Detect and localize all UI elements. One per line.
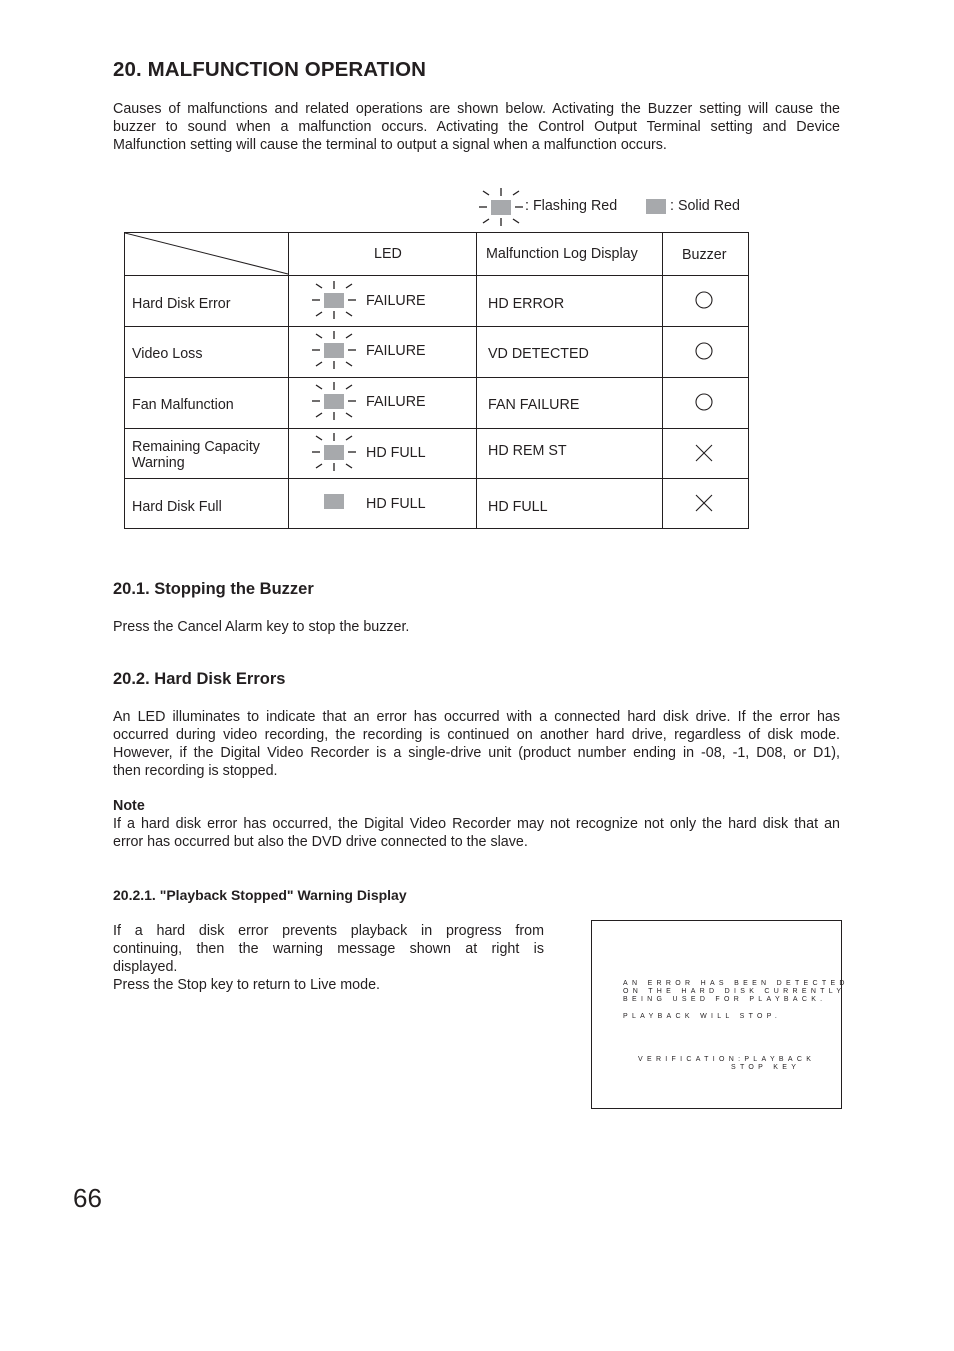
log-text: FAN FAILURE [488,397,580,413]
intro-paragraph [113,100,840,154]
flashing-led-icon [311,329,357,371]
flashing-led-icon [478,186,524,228]
header-led: LED [374,246,402,262]
flashing-led-icon [311,431,357,473]
intro-line: Causes of malfunctions and related operations are shown below. Activating the Buzzer setting will cause the [113,101,840,117]
screen-line: VERIFICATION:PLAYBACK [638,1056,816,1063]
paragraph-line: However, if the Digital Video Recorder is a single-drive unit (product number ending in -08, -1, D08, or D1), [113,745,840,761]
circle-icon [695,393,713,411]
legend-solid-label: : Solid Red [670,198,740,214]
paragraph-line: occurred during video recording, the recording is continued on another hard drive, regardless of disk mode. [113,727,840,743]
page-number: 66 [73,1183,102,1213]
log-text: VD DETECTED [488,346,589,362]
note-paragraph [113,815,840,851]
section-title-stopping-buzzer: 20.1. Stopping the Buzzer [113,580,314,598]
led-text: FAILURE [366,394,426,410]
row-name: Hard Disk Full [132,499,222,515]
log-text: HD ERROR [488,296,565,312]
row-name: Fan Malfunction [132,397,234,413]
screen-line: ON THE HARD DISK CURRENTLY [623,988,846,995]
solid-led-icon [646,199,666,214]
row-name-line: Warning [132,455,185,471]
flashing-led-icon [311,279,357,321]
paragraph-line: then recording is stopped. [113,763,278,779]
legend-flashing-label: : Flashing Red [525,198,618,214]
intro-line: buzzer to sound when a malfunction occurs. Activating the Control Output Terminal setting and Device [113,119,840,135]
paragraph-line: If a hard disk error has occurred, the Digital Video Recorder may not recognize not only the hard disk that an [113,816,840,832]
circle-icon [695,291,713,309]
note-label: Note [113,798,145,814]
paragraph-line: continuing, then the warning message shown at right is [113,941,544,957]
paragraph-line: Press the Stop key to return to Live mode. [113,977,381,993]
warning-screen-display [591,920,849,1109]
log-text: HD FULL [488,499,548,515]
cross-icon [695,444,713,462]
led-text: FAILURE [366,343,426,359]
header-log: Malfunction Log Display [486,246,638,262]
paragraph-line: If a hard disk error prevents playback in progress from [113,923,544,939]
led-text: HD FULL [366,496,426,512]
stopping-buzzer-text: Press the Cancel Alarm key to stop the buzzer. [113,619,410,635]
solid-led-icon [324,494,344,509]
row-name: Video Loss [132,346,203,362]
circle-icon [695,342,713,360]
playback-stopped-paragraph [113,922,544,994]
log-text: HD REM ST [488,443,567,459]
section-title-hard-disk-errors: 20.2. Hard Disk Errors [113,670,286,688]
paragraph-line: error has occurred but also the DVD drive connected to the slave. [113,834,528,850]
section-title-playback-stopped: 20.2.1. "Playback Stopped" Warning Display [113,887,407,903]
screen-line: PLAYBACK WILL STOP. [623,1013,782,1020]
paragraph-line: An LED illuminates to indicate that an error has occurred with a connected hard disk drive. If the error has [113,709,840,725]
hard-disk-errors-paragraph [113,708,840,780]
flashing-led-icon [311,380,357,422]
intro-line: Malfunction setting will cause the terminal to output a signal when a malfunction occurs. [113,137,667,153]
paragraph-line: displayed. [113,959,178,975]
screen-line: AN ERROR HAS BEEN DETECTED [623,980,849,987]
header-buzzer: Buzzer [682,247,727,263]
screen-line: STOP KEY [731,1064,801,1071]
table-grid [124,232,749,529]
row-name: Hard Disk Error [132,296,231,312]
screen-line: BEING USED FOR PLAYBACK. [623,996,827,1003]
led-text: HD FULL [366,445,426,461]
led-text: FAILURE [366,293,426,309]
cross-icon [695,494,713,512]
row-name-line: Remaining Capacity [132,439,260,455]
page-title: 20. MALFUNCTION OPERATION [113,58,427,81]
malfunction-table [124,232,749,529]
